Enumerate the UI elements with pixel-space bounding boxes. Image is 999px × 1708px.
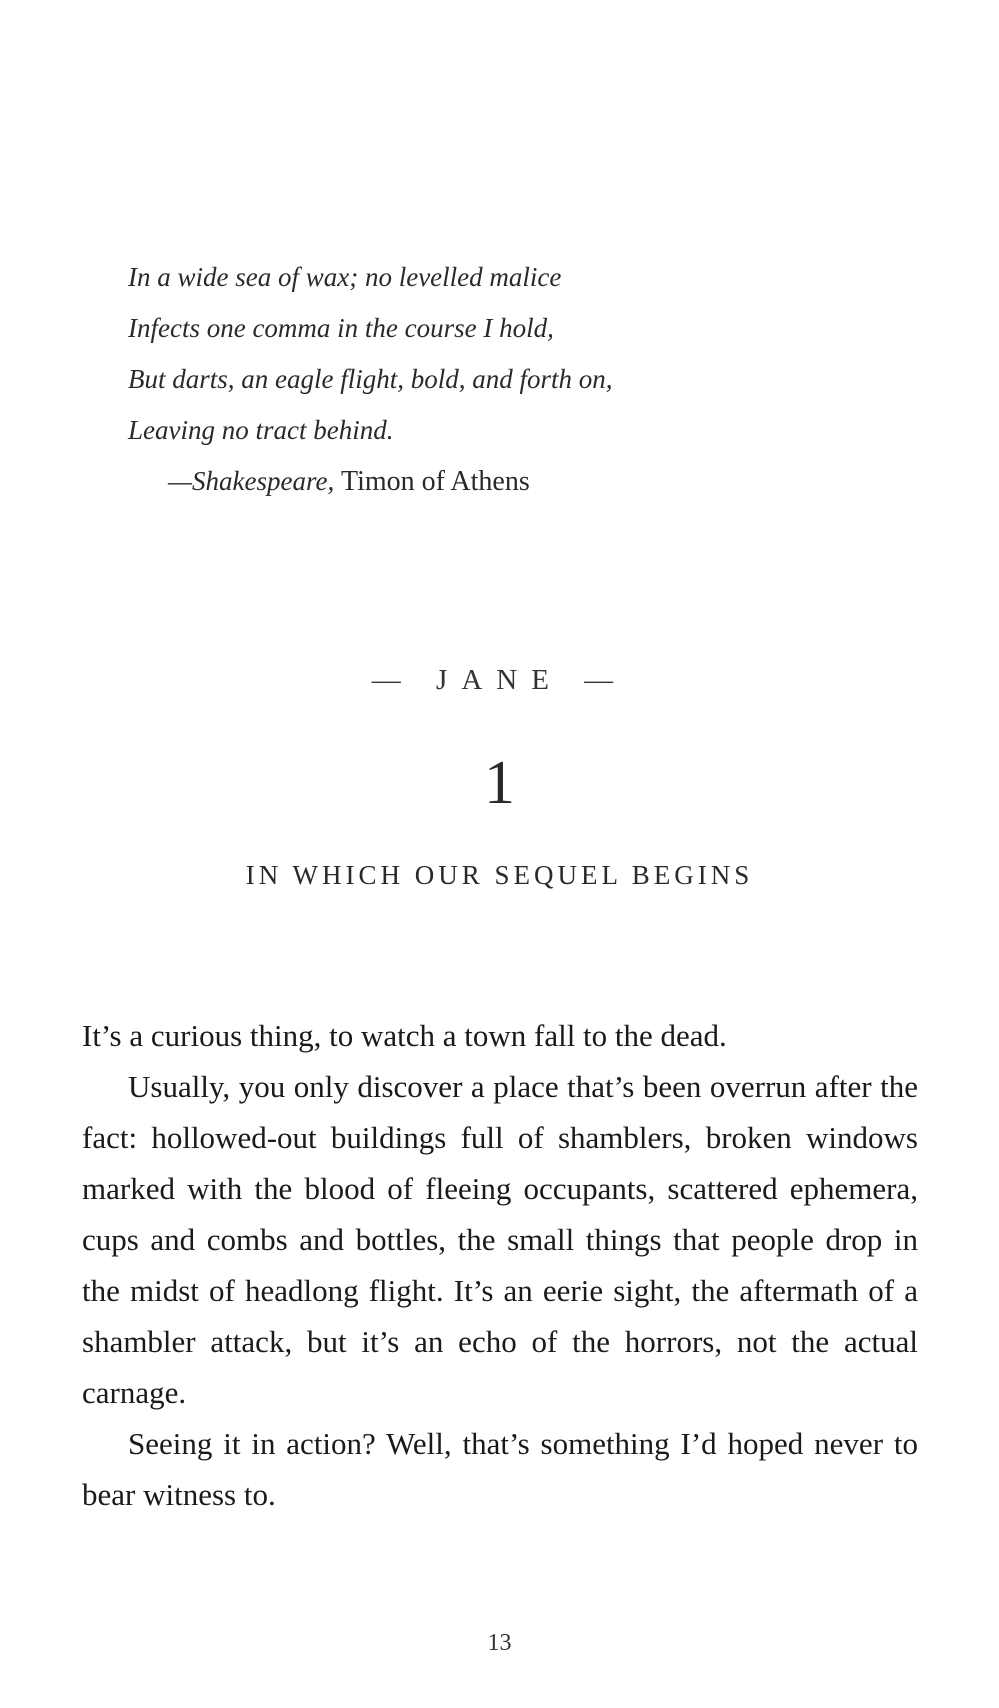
epigraph-line: But darts, an eagle flight, bold, and forth on, — [128, 364, 613, 394]
epigraph — [128, 252, 768, 507]
epigraph-line: Infects one comma in the course I hold, — [128, 313, 554, 343]
epigraph-attribution — [128, 456, 768, 507]
epigraph-line: In a wide sea of wax; no levelled malice — [128, 262, 562, 292]
body-paragraph: Seeing it in action? Well, that’s something I’d hoped never to bear witness to. — [82, 1426, 918, 1512]
narrator-heading: — JANE — — [371, 664, 628, 696]
chapter-title: IN WHICH OUR SEQUEL BEGINS — [245, 860, 754, 890]
body-paragraph: Usually, you only discover a place that’s been overrun after the fact: hollowed-out buildings full of shamblers, broken windows marked with the blood of fleeing occupants, scattered ephemera, cups and combs and bottles, the small things that people drop in the midst of headlong flight. It’s an eerie sight, the aftermath of a shambler attack, but it’s an echo of the horrors, not the actual carnage. — [82, 1069, 918, 1410]
page-number: 13 — [487, 1630, 512, 1656]
attribution-author: —Shakespeare, — [168, 466, 335, 496]
body-paragraph: It’s a curious thing, to watch a town fall to the dead. — [82, 1018, 727, 1053]
epigraph-line: Leaving no tract behind. — [128, 415, 394, 445]
chapter-number: 1 — [484, 749, 515, 817]
chapter-body — [82, 1010, 918, 1520]
attribution-work: Timon of Athens — [340, 466, 530, 497]
